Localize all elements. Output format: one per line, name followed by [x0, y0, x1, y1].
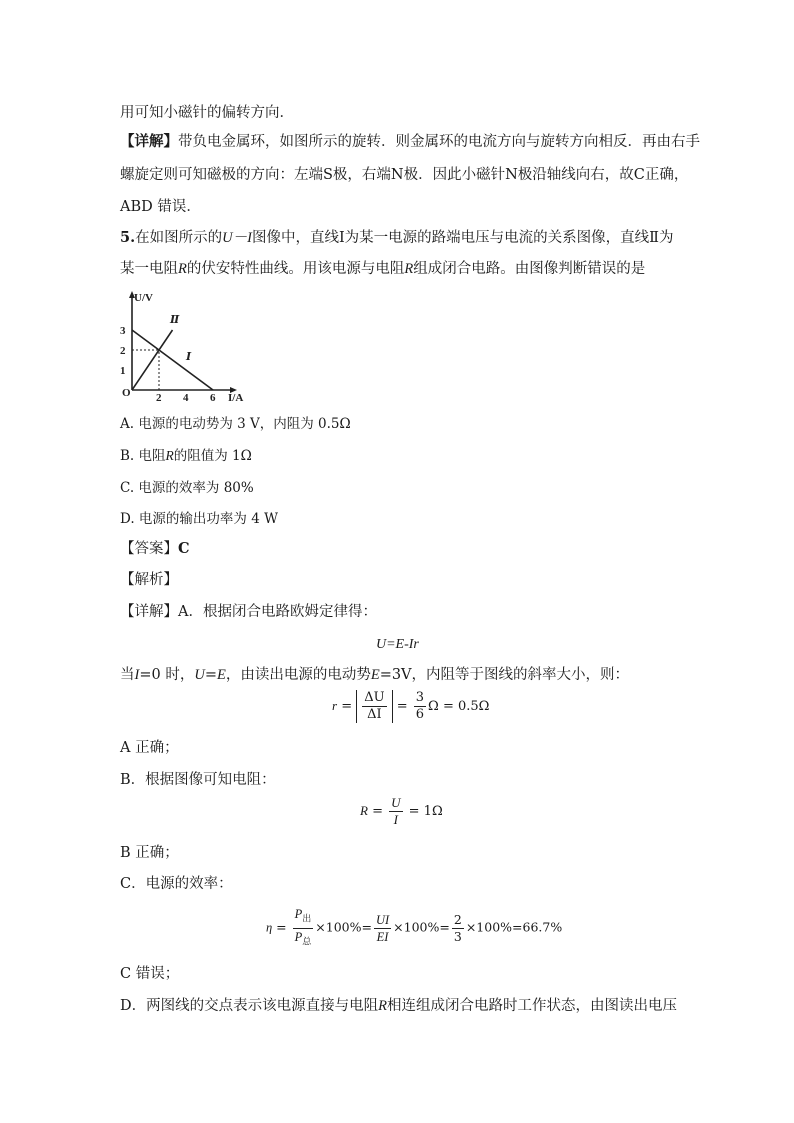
equation-resistance — [360, 795, 443, 828]
line-II-resistor — [132, 330, 173, 390]
equation-text: = 1Ω — [404, 804, 443, 819]
option-a — [120, 414, 351, 434]
fraction-numerator: 3 — [415, 690, 425, 705]
paragraph-text: =0 时， — [139, 667, 195, 683]
solution-c-line — [120, 874, 233, 894]
equation-text: = — [272, 919, 291, 935]
option-text: D. 电源的输出功率为 4 W — [120, 511, 278, 527]
answer-tag: 【答案】 — [120, 541, 178, 557]
paragraph-text: ABD 错误． — [120, 199, 201, 215]
x-tick-label: 2 — [156, 392, 162, 404]
paragraph-text: A 正确； — [120, 740, 179, 756]
equation-text: = — [392, 699, 412, 714]
origin-label: O — [122, 387, 131, 399]
x-tick-label: 4 — [183, 392, 189, 404]
question-text: 在如图所示的 — [135, 230, 223, 246]
variable: η — [266, 920, 273, 935]
u-i-graph — [112, 288, 252, 406]
option-d — [120, 509, 278, 529]
solution-c-bad — [120, 964, 179, 984]
variable: R — [360, 803, 368, 818]
fraction-numerator: ΔU — [364, 690, 385, 705]
paragraph-text: 螺旋定则可知磁极的方向：左端S极，右端N极．因此小磁针N极沿轴线向右，故C正确， — [120, 167, 689, 183]
x-axis-label: I/A — [228, 392, 244, 404]
variable: E — [370, 667, 380, 683]
paragraph-text: =3V，内阻等于图线的斜率大小，则： — [379, 667, 630, 683]
solution-b-line — [120, 770, 276, 790]
paragraph-text: ，由读出电源的电动势 — [225, 667, 371, 683]
paragraph-text: D．两图线的交点表示该电源直接与电阻 — [120, 998, 379, 1014]
fraction-numerator: P — [294, 907, 303, 921]
equation-text: = — [337, 699, 357, 714]
text-line — [120, 165, 688, 185]
x-tick-label: 6 — [210, 392, 216, 404]
text-line — [120, 197, 201, 217]
equation-text: ×100%=66.7% — [465, 919, 563, 935]
option-text: 的阻值为 1Ω — [173, 448, 252, 464]
y-tick-label: 1 — [120, 365, 126, 377]
question-text: 某一电阻 — [120, 261, 178, 277]
variable: R — [178, 261, 187, 277]
paragraph-text: C 错误； — [120, 966, 180, 982]
line-II-label: Ⅱ — [170, 314, 180, 326]
paragraph-text: 当 — [120, 667, 135, 683]
variable: U — [194, 667, 205, 683]
option-text: A. 电源的电动势为 3 V，内阻为 0.5Ω — [120, 416, 351, 432]
variable: r — [332, 698, 338, 713]
fraction-numerator: 2 — [453, 911, 462, 927]
equation-text: ×100%= — [393, 919, 450, 935]
option-text: B. 电阻 — [120, 448, 166, 464]
y-axis-label: U/V — [134, 292, 153, 304]
paragraph-text: C．电源的效率： — [120, 876, 233, 892]
fraction-denominator: 3 — [453, 928, 462, 944]
solution-a-line-2 — [120, 665, 629, 685]
equation-text: Ω = 0.5Ω — [428, 699, 490, 714]
fraction-denominator: 6 — [415, 707, 425, 722]
question-5-line-1 — [120, 228, 674, 248]
question-text: 组成闭合电路。由图像判断错误的是 — [413, 261, 646, 277]
variable: R — [165, 448, 174, 463]
subscript: 出 — [302, 914, 312, 925]
solution-a-ok — [120, 738, 179, 758]
option-text: C. 电源的效率为 80% — [120, 480, 254, 496]
solution-a-line — [120, 602, 377, 622]
equation-internal-resistance — [332, 690, 489, 723]
y-tick-label: 3 — [120, 325, 126, 337]
question-text: 图像中，直线Ⅰ为某一电源的路端电压与电流的关系图像，直线Ⅱ为 — [251, 230, 674, 246]
section-tag: 【详解】 — [120, 133, 178, 150]
option-b — [120, 446, 252, 466]
answer-line — [120, 539, 190, 559]
fraction-numerator: U — [391, 795, 401, 810]
question-text: 的伏安特性曲线。用该电源与电阻 — [186, 261, 405, 277]
fraction-denominator: I — [393, 812, 398, 827]
variable: E — [216, 667, 226, 683]
variable: R — [378, 998, 387, 1014]
analysis-line — [120, 570, 178, 590]
text-line — [120, 103, 294, 123]
equation-text: U=E-Ir — [376, 637, 419, 652]
variable: R — [404, 261, 414, 277]
equation-ohm — [376, 634, 419, 655]
paragraph-text: A．根据闭合电路欧姆定律得： — [178, 604, 377, 620]
line-I-source — [132, 330, 213, 390]
fraction-denominator: P — [294, 929, 303, 944]
subscript: 总 — [302, 937, 312, 947]
question-number: 5. — [120, 229, 136, 246]
paragraph-text: 带负电金属环，如图所示的旋转．则金属环的电流方向与旋转方向相反．再由右手 — [178, 134, 700, 150]
fraction-denominator: ΔI — [367, 707, 382, 722]
fraction-numerator: UI — [375, 912, 390, 927]
paragraph-text: 用可知小磁针的偏转方向． — [120, 105, 294, 121]
equation-text: = — [367, 804, 388, 819]
analysis-tag: 【解析】 — [120, 572, 178, 588]
fraction-denominator: EI — [376, 929, 389, 944]
line-I-label: Ⅰ — [186, 351, 192, 363]
y-tick-label: 2 — [120, 345, 126, 357]
paragraph-text: B．根据图像可知电阻： — [120, 772, 276, 788]
solution-b-ok — [120, 843, 179, 863]
question-5-line-2 — [120, 259, 645, 279]
absolute-value — [356, 690, 392, 723]
answer-value: C — [178, 540, 190, 557]
paragraph-text: = — [204, 667, 217, 683]
paragraph-text: 相连组成闭合电路时工作状态，由图读出电压 — [386, 998, 677, 1014]
text-line — [120, 132, 700, 152]
variable: U－I — [222, 230, 252, 246]
option-c — [120, 478, 254, 498]
equation-efficiency — [266, 906, 562, 950]
solution-d-line — [120, 996, 677, 1016]
section-tag: 【详解】 — [120, 604, 178, 620]
variable: I — [134, 667, 140, 683]
paragraph-text: B 正确； — [120, 845, 179, 861]
equation-text: ×100%= — [315, 919, 372, 935]
